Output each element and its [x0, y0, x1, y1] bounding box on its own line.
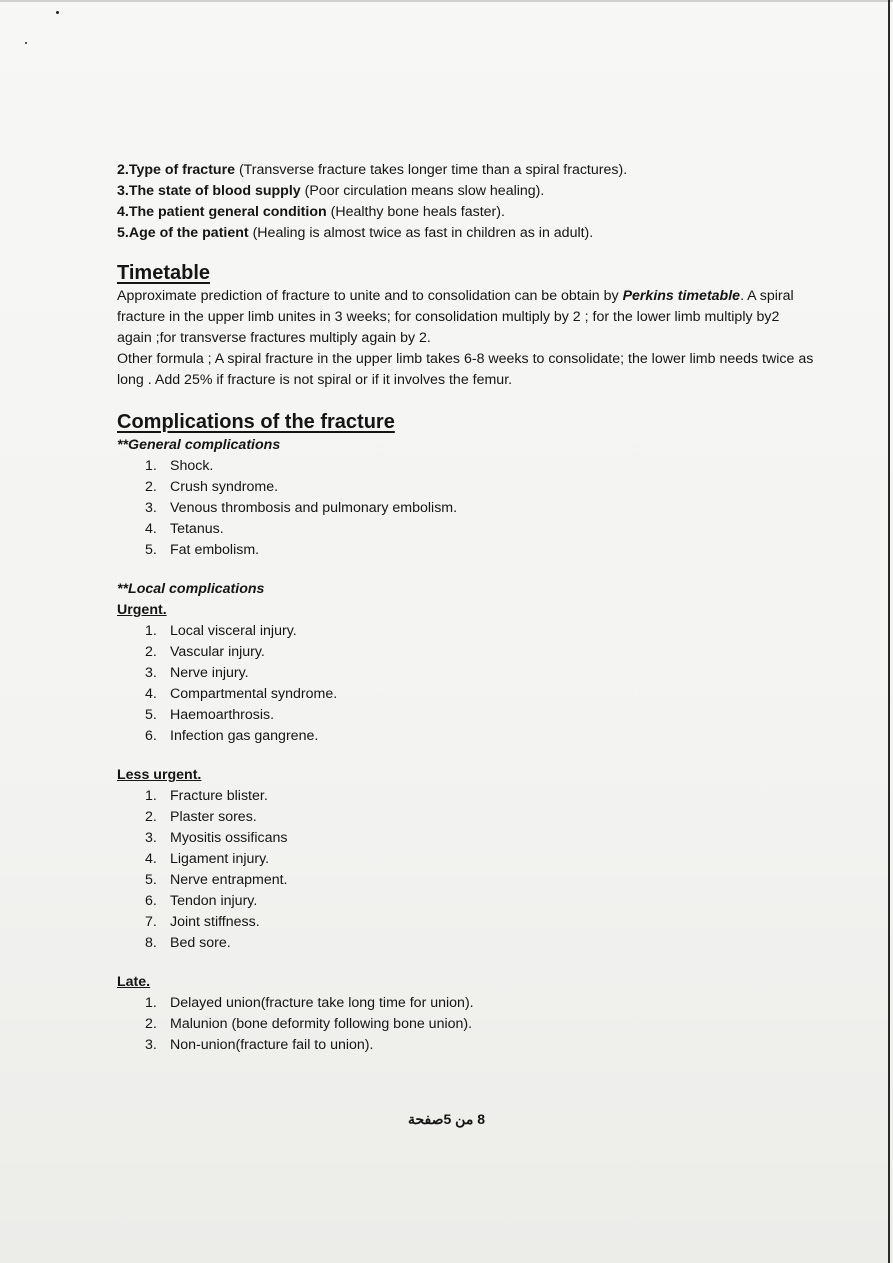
factor-item: [117, 181, 817, 202]
list-item-number: 4.: [145, 851, 157, 867]
factor-item: [117, 160, 817, 181]
factor-label: 5.Age of the patient: [117, 225, 249, 241]
list-item: [117, 684, 817, 705]
list-item-text: Delayed union(fracture take long time for union).: [170, 995, 474, 1011]
list-item-text: Fracture blister.: [170, 788, 268, 804]
list-item-number: 2.: [145, 809, 157, 825]
general-complications-heading: **General complications: [117, 437, 281, 453]
list-item: [117, 1035, 817, 1056]
list-item-text: Infection gas gangrene.: [170, 728, 319, 744]
list-item: [117, 663, 817, 684]
urgent-complications-list: [117, 621, 817, 747]
list-item-text: Myositis ossificans: [170, 830, 288, 846]
complications-heading: Complications of the fracture: [117, 411, 395, 433]
other-formula-paragraph: Other formula ; A spiral fracture in the upper limb takes 6-8 weeks to consolidate; the lower limb needs twice as long . Add 25% if fracture is not spiral or if it involves the femur.: [117, 351, 814, 388]
list-item-number: 8.: [145, 935, 157, 951]
speck-mark: [56, 11, 59, 14]
list-item: [117, 807, 817, 828]
list-item: [117, 498, 817, 519]
urgent-heading: Urgent.: [117, 602, 167, 618]
list-item-text: Nerve entrapment.: [170, 872, 288, 888]
list-item-number: 7.: [145, 914, 157, 930]
list-item-number: 4.: [145, 521, 157, 537]
list-item-number: 3.: [145, 500, 157, 516]
list-item: [117, 870, 817, 891]
list-item-text: Joint stiffness.: [170, 914, 260, 930]
general-complications-list: [117, 456, 817, 561]
list-item-number: 1.: [145, 788, 157, 804]
list-item-text: Tendon injury.: [170, 893, 258, 909]
speck-mark: [25, 42, 27, 44]
list-item: [117, 540, 817, 561]
list-item: [117, 642, 817, 663]
list-item: [117, 456, 817, 477]
page-top-edge: [0, 0, 893, 2]
list-item-number: 3.: [145, 665, 157, 681]
list-item-number: 1.: [145, 458, 157, 474]
list-item: [117, 912, 817, 933]
list-item: [117, 477, 817, 498]
list-item-number: 6.: [145, 893, 157, 909]
late-complications-list: [117, 993, 817, 1056]
local-complications-heading: **Local complications: [117, 581, 265, 597]
list-item-number: 2.: [145, 644, 157, 660]
timetable-paragraph: [117, 286, 817, 349]
list-item-number: 4.: [145, 686, 157, 702]
page-content: [117, 160, 817, 1056]
factor-item: [117, 202, 817, 223]
list-item-text: Non-union(fracture fail to union).: [170, 1037, 374, 1053]
list-item-number: 5.: [145, 542, 157, 558]
list-item-number: 3.: [145, 1037, 157, 1053]
factor-detail: (Healing is almost twice as fast in children as in adult).: [248, 225, 594, 241]
list-item-text: Local visceral injury.: [170, 623, 297, 639]
factor-label: 2.Type of fracture: [117, 162, 235, 178]
list-item: [117, 993, 817, 1014]
less-urgent-complications-list: [117, 786, 817, 954]
list-item: [117, 828, 817, 849]
list-item-number: 1.: [145, 623, 157, 639]
list-item-text: Haemoarthrosis.: [170, 707, 275, 723]
list-item-number: 3.: [145, 830, 157, 846]
list-item-number: 6.: [145, 728, 157, 744]
list-item: [117, 849, 817, 870]
factor-item: [117, 223, 817, 244]
factor-label: 3.The state of blood supply: [117, 183, 301, 199]
list-item-text: Compartmental syndrome.: [170, 686, 338, 702]
list-item-text: Crush syndrome.: [170, 479, 279, 495]
list-item: [117, 621, 817, 642]
factor-label: 4.The patient general condition: [117, 204, 327, 220]
page-number-footer: 8 من 5صفحة: [407, 1111, 486, 1127]
list-item-number: 2.: [145, 479, 157, 495]
list-item: [117, 891, 817, 912]
list-item-text: Shock.: [170, 458, 214, 474]
list-item-number: 5.: [145, 707, 157, 723]
less-urgent-heading: Less urgent.: [117, 767, 202, 783]
list-item-text: Tetanus.: [170, 521, 224, 537]
list-item: [117, 1014, 817, 1035]
factor-detail: (Healthy bone heals faster).: [326, 204, 505, 220]
list-item: [117, 786, 817, 807]
perkins-timetable-term: Perkins timetable: [622, 288, 741, 304]
list-item: [117, 519, 817, 540]
list-item-number: 1.: [145, 995, 157, 1011]
page-right-edge: [888, 0, 890, 1263]
late-heading: Late.: [117, 974, 151, 990]
factor-detail: (Transverse fracture takes longer time than a spiral fractures).: [235, 162, 628, 178]
list-item-text: Vascular injury.: [170, 644, 265, 660]
list-item-text: Ligament injury.: [170, 851, 270, 867]
list-item-number: 2.: [145, 1016, 157, 1032]
list-item: [117, 705, 817, 726]
timetable-heading: Timetable: [117, 262, 210, 284]
list-item-text: Bed sore.: [170, 935, 231, 951]
list-item-number: 5.: [145, 872, 157, 888]
list-item-text: Fat embolism.: [170, 542, 260, 558]
timetable-text: Approximate prediction of fracture to unite and to consolidation can be obtain by: [117, 288, 623, 304]
list-item-text: Nerve injury.: [170, 665, 249, 681]
list-item-text: Plaster sores.: [170, 809, 257, 825]
healing-factors-list: [117, 160, 817, 244]
list-item-text: Malunion (bone deformity following bone union).: [170, 1016, 473, 1032]
factor-detail: (Poor circulation means slow healing).: [300, 183, 545, 199]
list-item: [117, 726, 817, 747]
list-item: [117, 933, 817, 954]
list-item-text: Venous thrombosis and pulmonary embolism.: [170, 500, 458, 516]
timetable-text: . A spiral fracture in the upper limb unites in 3 weeks; for consolidation multiply by 2 ; for the lower limb multiply by2 again ;for transverse fractures multiply again by 2.: [117, 288, 794, 346]
